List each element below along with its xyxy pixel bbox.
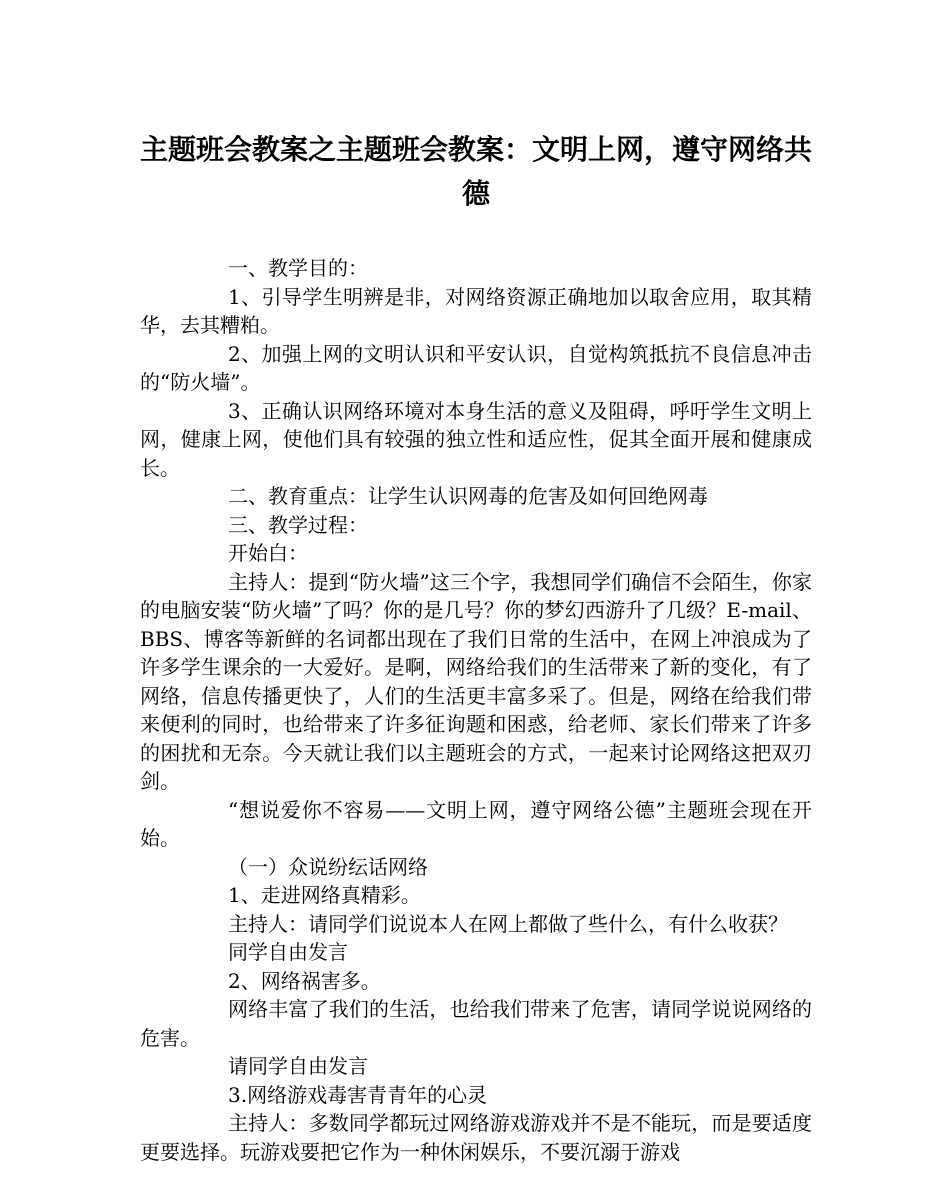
paragraph-process-heading: 三、教学过程：: [228, 512, 368, 537]
paragraph-host-question-1: 主持人：请同学们说说本人在网上都做了些什么，有什么收获？: [228, 911, 788, 936]
paragraph-objective-1: 1、引导学生明辨是非，对网络资源正确地加以取舍应用，取其精华，去其糟粕。: [140, 284, 812, 337]
paragraph-meeting-start: “想说爱你不容易——文明上网，遵守网络公德”主题班会现在开始。: [140, 797, 812, 850]
paragraph-free-speech-2: 请同学自由发言: [228, 1054, 368, 1078]
paragraph-section-1-heading: （一）众说纷纭话网络: [228, 854, 428, 879]
paragraph-focus-heading: 二、教育重点：让学生认识网毒的危害及如何回绝网毒: [228, 484, 708, 508]
document-body: [140, 254, 812, 1166]
paragraph-host-games: 主持人：多数同学都玩过网络游戏游戏并不是不能玩，而是要适度更要选择。玩游戏要把它作为一种休闲娱乐，不要沉溺于游戏: [140, 1111, 812, 1164]
paragraph-item-2: 2、网络祸害多。: [228, 968, 381, 993]
paragraph-opening-label: 开始白：: [228, 541, 308, 565]
paragraph-objective-2: 2、加强上网的文明认识和平安认识，自觉构筑抵抗不良信息冲击的“防火墙”。: [140, 341, 812, 394]
paragraph-item-1: 1、走进网络真精彩。: [228, 883, 421, 907]
paragraph-network-harm: 网络丰富了我们的生活，也给我们带来了危害，请同学说说网络的危害。: [140, 997, 812, 1050]
paragraph-host-opening: 主持人：提到“防火墙”这三个字，我想同学们确信不会陌生，你家的电脑安装“防火墙”了吗？你的是几号？你的梦幻西游升了几级？E-mail、BBS、博客等新鲜的名词都出现在了我们日常的生活中，在网上冲浪成为了许多学生课余的一大爱好。是啊，网络给我们的生活带来了新的变化，有了网络，信息传播更快了，人们的生活更丰富多采了。但是，网络在给我们带来便利的同时，也给带来了许多征询题和困惑，给老师、家长们带来了许多的困扰和无奈。今天就让我们以主题班会的方式，一起来讨论网络这把双刃剑。: [140, 569, 812, 793]
paragraph-objectives-heading: 一、教学目的：: [228, 256, 368, 280]
paragraph-free-speech-1: 同学自由发言: [228, 940, 348, 964]
paragraph-objective-3: 3、正确认识网络环境对本身生活的意义及阻碍，呼吁学生文明上网，健康上网，使他们具有较强的独立性和适应性，促其全面开展和健康成长。: [140, 398, 812, 480]
paragraph-item-3: 3.网络游戏毒害青青年的心灵: [228, 1082, 488, 1107]
document-title: 主题班会教案之主题班会教案：文明上网，遵守网络共德: [140, 133, 813, 210]
